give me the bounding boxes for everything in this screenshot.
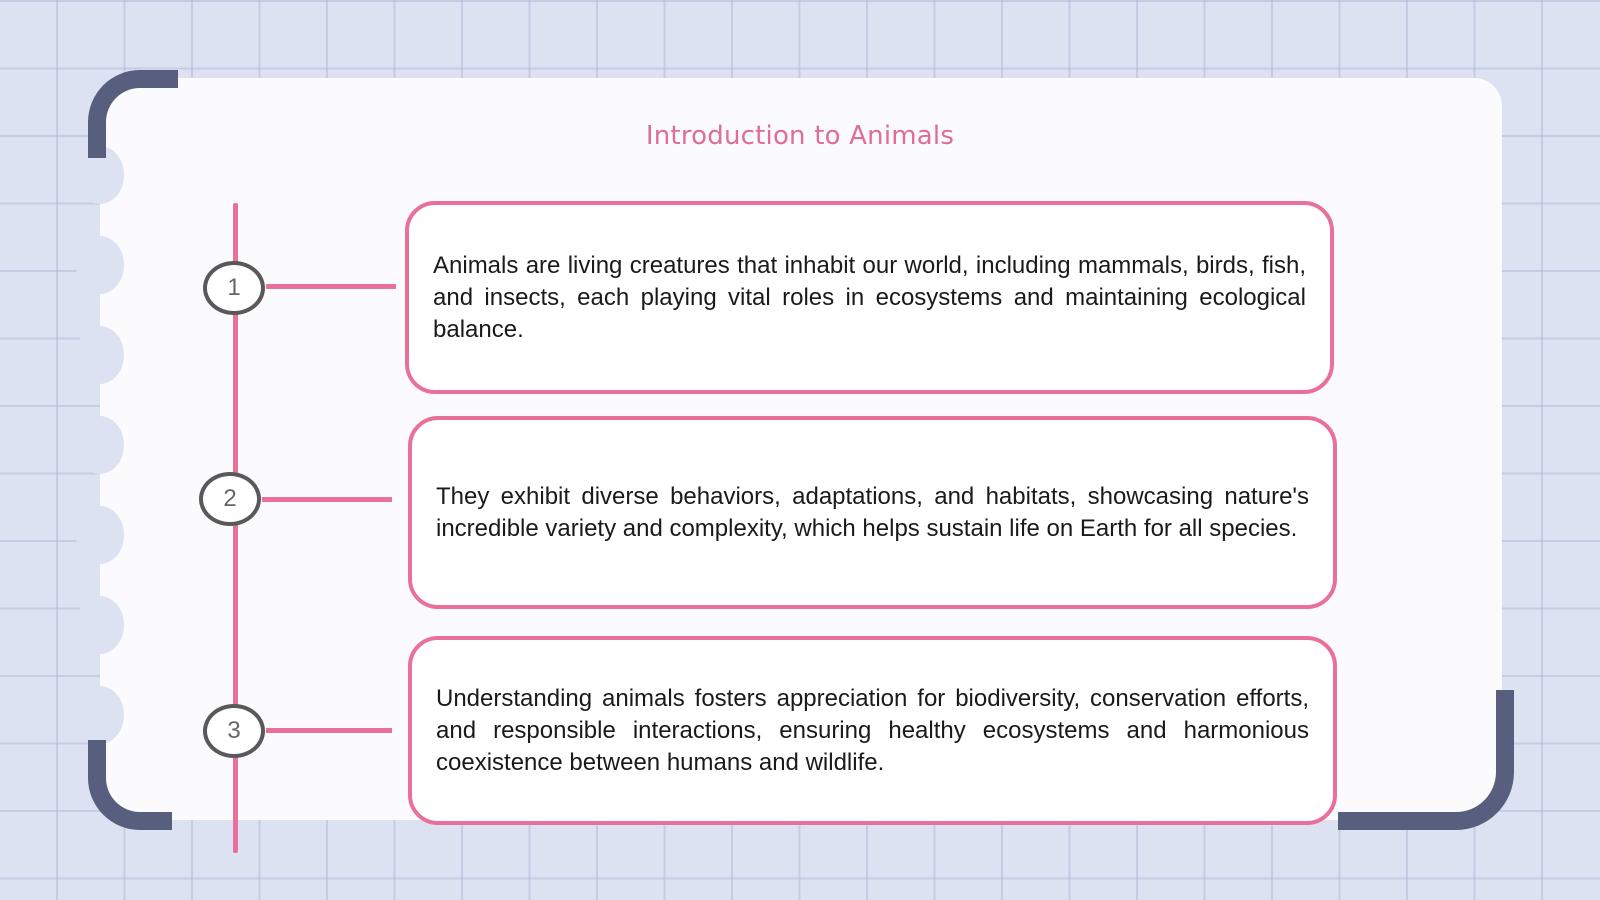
card-edge-notch [76, 506, 124, 564]
card-edge-notch [76, 236, 124, 294]
step-number-badge-2 [199, 472, 261, 526]
step-text: Understanding animals fosters appreciation for biodiversity, conservation efforts, and responsible interactions, ensuring healthy ecosystems and harmonious coexistence between humans and wildlife. [436, 684, 1309, 776]
frame-corner-bottom-left [88, 740, 172, 830]
timeline-connector-2 [262, 497, 392, 502]
card-edge-notch [76, 596, 124, 654]
step-text: They exhibit diverse behaviors, adaptations, and habitats, showcasing nature's incredible variety and complexity, which helps sustain life on Earth for all species. [436, 482, 1309, 542]
frame-corner-bottom-right [1338, 690, 1514, 830]
card-edge-notch [76, 326, 124, 384]
timeline-connector-1 [266, 284, 396, 289]
step-text-box-3 [408, 636, 1337, 825]
card-edge-notch [76, 416, 124, 474]
card-edge-notch [76, 686, 124, 744]
step-text-box-2 [408, 416, 1337, 609]
page-title: Introduction to Animals [645, 121, 955, 151]
timeline-connector-3 [266, 728, 392, 733]
step-number: 1 [227, 274, 241, 301]
step-number-badge-3 [203, 704, 265, 758]
step-number: 3 [227, 717, 241, 744]
step-number: 2 [223, 485, 237, 512]
step-text: Animals are living creatures that inhabit our world, including mammals, birds, fish, and insects, each playing vital roles in ecosystems and maintaining ecological balance. [433, 251, 1306, 343]
step-number-badge-1 [203, 261, 265, 315]
step-text-box-1 [405, 201, 1334, 394]
